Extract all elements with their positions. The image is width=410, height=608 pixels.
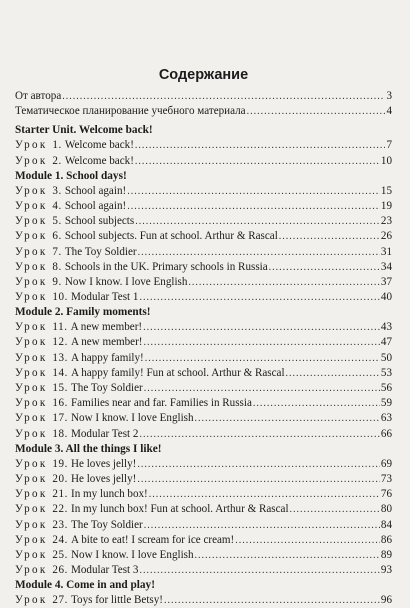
dot-leader <box>135 214 380 229</box>
dot-leader <box>290 502 380 517</box>
lesson-entry <box>15 487 392 502</box>
module-heading: Module 4. Come in and play! <box>15 579 155 592</box>
lesson-label <box>15 366 285 381</box>
page-title: Содержание <box>158 67 249 83</box>
toc-page-number: 34 <box>380 260 392 273</box>
lesson-word: Урок <box>15 321 48 334</box>
dot-leader <box>188 275 380 290</box>
lesson-word: Урок <box>15 351 48 364</box>
lesson-number: 6. <box>52 230 62 243</box>
module-heading: Module 3. All the things I like! <box>15 442 162 455</box>
lesson-title: He loves jelly! <box>71 472 137 485</box>
lesson-label <box>15 472 136 487</box>
lesson-label <box>15 290 138 305</box>
dot-leader <box>195 411 380 426</box>
toc-page-number: 80 <box>380 503 392 516</box>
lesson-entry <box>15 396 392 411</box>
lesson-entry <box>15 518 392 533</box>
lesson-number: 10. <box>52 291 69 304</box>
lesson-word: Урок <box>15 366 48 379</box>
toc-page-number: 93 <box>380 564 392 577</box>
lesson-title: Now I know. I love English <box>71 548 194 561</box>
lesson-label <box>15 154 134 169</box>
lesson-entry <box>15 472 392 487</box>
lesson-number: 12. <box>52 336 69 349</box>
toc-page-number: 3 <box>386 90 392 102</box>
lesson-entry <box>15 260 392 275</box>
lesson-number: 8. <box>52 260 62 273</box>
lesson-entry <box>15 427 392 442</box>
lesson-title: Modular Test 1 <box>71 291 139 304</box>
lesson-entry <box>15 335 392 350</box>
module-section <box>15 578 392 608</box>
lesson-entry <box>15 320 392 335</box>
lesson-entry <box>15 290 392 305</box>
toc-page-number: 7 <box>386 139 392 152</box>
lesson-word: Урок <box>15 533 48 546</box>
lesson-word: Урок <box>15 564 48 577</box>
lesson-word: Урок <box>15 548 48 561</box>
dot-leader <box>138 245 380 260</box>
dot-leader <box>286 366 380 381</box>
lesson-entry <box>15 533 392 548</box>
lesson-number: 22. <box>52 503 69 516</box>
lesson-label <box>15 245 137 260</box>
lesson-label <box>15 563 138 578</box>
lesson-word: Урок <box>15 199 48 212</box>
toc-page-number: 76 <box>380 488 392 501</box>
lesson-title: A happy family! <box>71 351 144 364</box>
lesson-number: 23. <box>52 518 69 531</box>
lesson-title: Families near and far. Families in Russia <box>71 397 252 410</box>
lesson-entry <box>15 563 392 578</box>
lesson-entry <box>15 548 392 563</box>
dot-leader <box>139 563 379 578</box>
lesson-number: 25. <box>52 548 69 561</box>
lesson-title: School again! <box>64 184 127 197</box>
modules-list <box>15 123 392 608</box>
lesson-title: Welcome back! <box>64 154 134 167</box>
lesson-number: 24. <box>52 533 69 546</box>
lesson-number: 20. <box>52 472 69 485</box>
lesson-word: Урок <box>15 488 48 501</box>
lesson-entry <box>15 245 392 260</box>
dot-leader <box>127 199 380 214</box>
lesson-title: Modular Test 2 <box>71 427 139 440</box>
lesson-label <box>15 593 163 608</box>
dot-leader <box>135 138 386 153</box>
intro-list <box>15 89 392 119</box>
toc-page-number: 89 <box>380 548 392 561</box>
lesson-label <box>15 138 134 153</box>
lesson-label <box>15 320 142 335</box>
toc-page-number: 86 <box>380 533 392 546</box>
lesson-number: 26. <box>52 564 69 577</box>
lesson-title: Modular Test 3 <box>71 564 139 577</box>
toc-page-number: 56 <box>380 382 392 394</box>
dot-leader <box>279 229 380 244</box>
lesson-number: 5. <box>52 215 62 228</box>
dot-leader <box>135 154 380 169</box>
dot-leader <box>145 351 380 366</box>
lesson-title: Toys for little Betsy! <box>71 594 163 607</box>
lesson-word: Урок <box>15 275 48 288</box>
toc-page-number: 26 <box>380 230 392 243</box>
toc-page-number: 73 <box>380 472 392 485</box>
lesson-entry <box>15 199 392 214</box>
lesson-number: 27. <box>52 594 69 607</box>
toc-entry-label: От автора <box>15 90 62 102</box>
lesson-label <box>15 548 194 563</box>
lesson-title: School again! <box>64 199 127 212</box>
lesson-label <box>15 411 194 426</box>
toc-page-number: 31 <box>380 245 392 258</box>
toc-page-number: 66 <box>380 427 392 440</box>
toc-page-number: 43 <box>380 321 392 334</box>
lesson-word: Урок <box>15 427 48 440</box>
toc-page-number: 69 <box>380 457 392 470</box>
lesson-title: The Toy Soldier <box>71 382 143 394</box>
lesson-number: 2. <box>52 154 62 167</box>
lesson-title: The Toy Soldier <box>64 245 137 258</box>
lesson-word: Урок <box>15 154 48 167</box>
lesson-word: Урок <box>15 139 48 152</box>
module-section <box>15 123 392 168</box>
toc-page-number: 37 <box>380 275 392 288</box>
lesson-entry <box>15 411 392 426</box>
lesson-word: Урок <box>15 215 48 228</box>
lesson-title: The Toy Soldier <box>71 518 143 531</box>
dot-leader <box>149 487 380 502</box>
lesson-label <box>15 427 138 442</box>
lesson-number: 14. <box>52 366 69 379</box>
lesson-entry <box>15 593 392 608</box>
lesson-word: Урок <box>15 457 48 470</box>
dot-leader <box>164 593 380 608</box>
lesson-number: 1. <box>52 139 62 152</box>
toc-page-number: 84 <box>380 518 392 531</box>
lesson-entry <box>15 366 392 381</box>
lesson-word: Урок <box>15 397 48 410</box>
lesson-entry <box>15 457 392 472</box>
lesson-label <box>15 229 278 244</box>
lesson-label <box>15 184 126 199</box>
toc-page-number: 53 <box>380 366 392 379</box>
toc-page-number: 10 <box>380 154 392 167</box>
lesson-number: 16. <box>52 397 69 410</box>
lesson-number: 11. <box>52 321 68 334</box>
dot-leader <box>137 472 380 487</box>
lesson-word: Урок <box>15 336 48 349</box>
lesson-word: Урок <box>15 230 48 243</box>
lesson-word: Урок <box>15 594 48 607</box>
lesson-title: Schools in the UK. Primary schools in Russia <box>64 260 268 273</box>
lesson-number: 21. <box>52 488 69 501</box>
dot-leader <box>144 518 380 533</box>
lesson-label <box>15 518 143 533</box>
dot-leader <box>144 335 380 350</box>
lesson-entry <box>15 138 392 153</box>
lesson-entry <box>15 381 392 396</box>
toc-page-number: 15 <box>380 184 392 197</box>
lesson-word: Урок <box>15 260 48 273</box>
lesson-title: A bite to eat! I scream for ice cream! <box>71 533 235 546</box>
lesson-title: A new member! <box>70 321 143 334</box>
lesson-label <box>15 381 143 396</box>
toc-page-number: 23 <box>380 215 392 228</box>
lesson-entry <box>15 351 392 366</box>
dot-leader <box>235 533 380 548</box>
lesson-word: Урок <box>15 412 48 425</box>
lesson-label <box>15 457 136 472</box>
toc-page-number: 19 <box>380 199 392 212</box>
lesson-word: Урок <box>15 518 48 531</box>
lesson-label <box>15 260 268 275</box>
lesson-title: Now I know. I love English <box>71 412 194 425</box>
lesson-number: 17. <box>52 412 69 425</box>
lesson-word: Урок <box>15 382 48 394</box>
dot-leader <box>127 184 380 199</box>
lesson-title: A new member! <box>71 336 143 349</box>
toc-page-number: 96 <box>380 594 392 607</box>
lesson-title: School subjects <box>64 215 135 228</box>
dot-leader <box>253 396 380 411</box>
lesson-label <box>15 275 187 290</box>
lesson-entry <box>15 275 392 290</box>
toc-page-number: 4 <box>386 105 392 118</box>
lesson-number: 18. <box>52 427 69 440</box>
module-heading: Starter Unit. Welcome back! <box>15 124 153 137</box>
lesson-number: 7. <box>52 245 62 258</box>
toc-page-number: 50 <box>380 351 392 364</box>
lesson-title: Now I know. I love English <box>64 275 188 288</box>
toc-page-number: 47 <box>380 336 392 349</box>
lesson-number: 9. <box>52 275 62 288</box>
lesson-entry <box>15 184 392 199</box>
lesson-word: Урок <box>15 503 48 516</box>
dot-leader <box>139 290 379 305</box>
module-section <box>15 305 392 442</box>
module-heading: Module 1. School days! <box>15 169 127 182</box>
lesson-label <box>15 214 134 229</box>
dot-leader <box>143 320 380 335</box>
lesson-title: In my lunch box! Fun at school. Arthur & Rascal <box>71 503 289 516</box>
lesson-word: Урок <box>15 472 48 485</box>
toc-entry <box>15 104 392 119</box>
module-section <box>15 169 392 306</box>
lesson-number: 15. <box>52 382 69 394</box>
lesson-number: 13. <box>52 351 69 364</box>
lesson-label <box>15 335 143 350</box>
lesson-entry <box>15 154 392 169</box>
dot-leader <box>269 260 380 275</box>
toc-page-number: 63 <box>380 412 392 425</box>
lesson-label <box>15 533 234 548</box>
toc-entry-label: Тематическое планирование учебного материала <box>15 105 246 118</box>
lesson-number: 19. <box>52 457 69 470</box>
dot-leader <box>62 89 385 104</box>
toc-page-number: 40 <box>380 291 392 304</box>
dot-leader <box>195 548 380 563</box>
toc-entry <box>15 89 392 104</box>
dot-leader <box>139 427 379 442</box>
module-section <box>15 442 392 579</box>
dot-leader <box>137 457 380 472</box>
lesson-entry <box>15 214 392 229</box>
lesson-label <box>15 487 148 502</box>
lesson-entry <box>15 229 392 244</box>
lesson-title: In my lunch box! <box>71 488 148 501</box>
lesson-word: Урок <box>15 184 48 197</box>
lesson-label <box>15 396 252 411</box>
lesson-label <box>15 199 126 214</box>
lesson-number: 3. <box>52 184 62 197</box>
module-heading: Module 2. Family moments! <box>15 306 151 319</box>
lesson-number: 4. <box>52 199 62 212</box>
lesson-label <box>15 502 289 517</box>
dot-leader <box>247 104 386 119</box>
dot-leader <box>144 381 380 396</box>
lesson-entry <box>15 502 392 517</box>
lesson-word: Урок <box>15 291 48 304</box>
toc-page-number: 59 <box>380 397 392 410</box>
lesson-title: A happy family! Fun at school. Arthur & Rascal <box>71 366 285 379</box>
lesson-label <box>15 351 144 366</box>
lesson-title: School subjects. Fun at school. Arthur & Rascal <box>64 230 278 243</box>
lesson-title: He loves jelly! <box>71 457 137 470</box>
lesson-word: Урок <box>15 245 48 258</box>
lesson-title: Welcome back! <box>64 139 134 152</box>
